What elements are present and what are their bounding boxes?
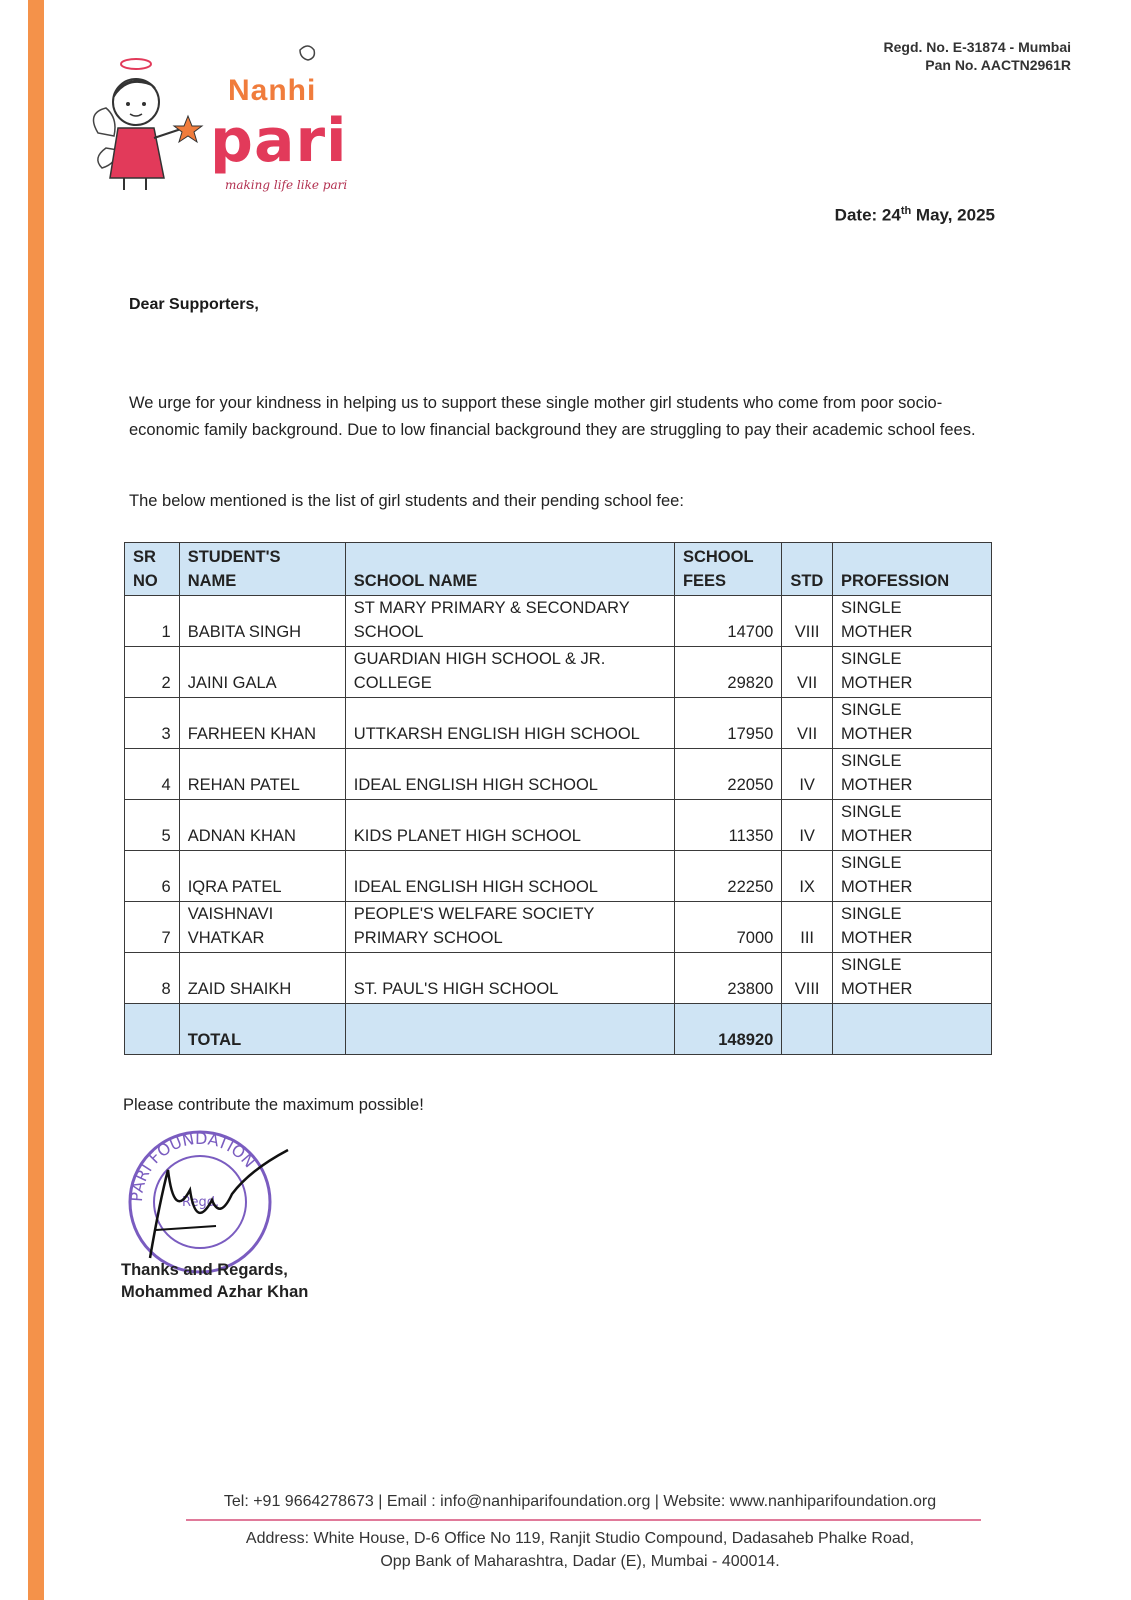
sr-no-cell: 4 — [125, 749, 180, 800]
sr-no-cell: 2 — [125, 647, 180, 698]
table-row — [125, 647, 992, 698]
svg-text:Regd.: Regd. — [182, 1195, 220, 1210]
brand-name-top: Nanhi — [228, 74, 317, 107]
std-cell: IV — [782, 749, 833, 800]
school-name-cell: UTTKARSH ENGLISH HIGH SCHOOL — [345, 698, 674, 749]
std-cell: IV — [782, 800, 833, 851]
registration-info — [884, 38, 1071, 74]
table-row — [125, 851, 992, 902]
school-name-cell: IDEAL ENGLISH HIGH SCHOOL — [345, 851, 674, 902]
header-student-name: STUDENT'S NAME — [179, 543, 345, 596]
total-school-cell — [345, 1004, 674, 1055]
student-name-cell: JAINI GALA — [179, 647, 345, 698]
header-std: STD — [782, 543, 833, 596]
brand-name-main: pari — [210, 106, 348, 176]
date-suffix: May, 2025 — [911, 205, 995, 225]
school-fees-cell: 14700 — [674, 596, 781, 647]
total-std-cell — [782, 1004, 833, 1055]
footer-address-line-2: Opp Bank of Maharashtra, Dadar (E), Mumbai - 400014. — [380, 1553, 780, 1570]
std-cell: III — [782, 902, 833, 953]
school-fees-cell: 29820 — [674, 647, 781, 698]
header-school-name: SCHOOL NAME — [345, 543, 674, 596]
sr-no-cell: 6 — [125, 851, 180, 902]
date-prefix: Date: 24 — [834, 205, 901, 225]
letter-date — [835, 205, 995, 226]
student-name-cell: VAISHNAVI VHATKAR — [179, 902, 345, 953]
sr-no-cell: 8 — [125, 953, 180, 1004]
school-name-cell: ST. PAUL'S HIGH SCHOOL — [345, 953, 674, 1004]
total-profession-cell — [832, 1004, 991, 1055]
school-name-cell: GUARDIAN HIGH SCHOOL & JR. COLLEGE — [345, 647, 674, 698]
profession-cell: SINGLE MOTHER — [832, 851, 991, 902]
profession-cell: SINGLE MOTHER — [832, 749, 991, 800]
pan-number: Pan No. AACTN2961R — [925, 57, 1071, 73]
sr-no-cell: 5 — [125, 800, 180, 851]
std-cell: VIII — [782, 596, 833, 647]
salutation: Dear Supporters, — [129, 296, 259, 313]
std-cell: IX — [782, 851, 833, 902]
table-row — [125, 749, 992, 800]
table-header-row — [125, 543, 992, 596]
appeal-paragraph: We urge for your kindness in helping us to support these single mother girl students who come from poor socio-economic family background. Due to low financial background they are struggling to pay their academic school fees. — [129, 394, 976, 439]
header-school-fees: SCHOOL FEES — [674, 543, 781, 596]
closing-line: Please contribute the maximum possible! — [123, 1096, 424, 1114]
table-row — [125, 902, 992, 953]
profession-cell: SINGLE MOTHER — [832, 902, 991, 953]
std-cell: VII — [782, 698, 833, 749]
profession-cell: SINGLE MOTHER — [832, 800, 991, 851]
school-name-cell: ST MARY PRIMARY & SECONDARY SCHOOL — [345, 596, 674, 647]
school-fees-cell: 17950 — [674, 698, 781, 749]
table-intro: The below mentioned is the list of girl students and their pending school fee: — [129, 492, 684, 510]
date-ordinal: th — [900, 205, 912, 217]
std-cell: VII — [782, 647, 833, 698]
nanhi-pari-logo — [88, 38, 358, 203]
total-sr-cell — [125, 1004, 180, 1055]
student-name-cell: FARHEEN KHAN — [179, 698, 345, 749]
std-cell: VIII — [782, 953, 833, 1004]
header-sr-no: SR NO — [125, 543, 180, 596]
table-row — [125, 800, 992, 851]
sr-no-cell: 3 — [125, 698, 180, 749]
regards-line: Thanks and Regards, — [121, 1261, 288, 1279]
student-fees-table — [124, 542, 992, 1055]
registration-number: Regd. No. E-31874 - Mumbai — [883, 39, 1071, 55]
school-fees-cell: 7000 — [674, 902, 781, 953]
footer-address-line-1: Address: White House, D-6 Office No 119, Ranjit Studio Compound, Dadasaheb Phalke Road, — [245, 1530, 915, 1547]
total-row — [125, 1004, 992, 1055]
footer-address — [180, 1527, 980, 1573]
student-name-cell: REHAN PATEL — [179, 749, 345, 800]
school-name-cell: IDEAL ENGLISH HIGH SCHOOL — [345, 749, 674, 800]
school-name-cell: KIDS PLANET HIGH SCHOOL — [345, 800, 674, 851]
sr-no-cell: 7 — [125, 902, 180, 953]
total-label: TOTAL — [179, 1004, 345, 1055]
school-name-cell: PEOPLE'S WELFARE SOCIETY PRIMARY SCHOOL — [345, 902, 674, 953]
student-name-cell: ZAID SHAIKH — [179, 953, 345, 1004]
header-profession: PROFESSION — [832, 543, 991, 596]
table-row — [125, 698, 992, 749]
student-name-cell: BABITA SINGH — [179, 596, 345, 647]
table-row — [125, 596, 992, 647]
school-fees-cell: 22250 — [674, 851, 781, 902]
school-fees-cell: 23800 — [674, 953, 781, 1004]
footer-contact: Tel: +91 9664278673 | Email : info@nanhiparifoundation.org | Website: www.nanhiparifoundation.org — [223, 1493, 937, 1510]
footer-divider — [186, 1519, 981, 1521]
student-name-cell: ADNAN KHAN — [179, 800, 345, 851]
signer-name: Mohammed Azhar Khan — [121, 1283, 309, 1301]
school-fees-cell: 11350 — [674, 800, 781, 851]
total-value: 148920 — [674, 1004, 781, 1055]
profession-cell: SINGLE MOTHER — [832, 596, 991, 647]
brand-tagline: making life like pari — [225, 178, 348, 192]
table-row — [125, 953, 992, 1004]
profession-cell: SINGLE MOTHER — [832, 953, 991, 1004]
side-accent-bar — [28, 0, 44, 1600]
profession-cell: SINGLE MOTHER — [832, 647, 991, 698]
sr-no-cell: 1 — [125, 596, 180, 647]
profession-cell: SINGLE MOTHER — [832, 698, 991, 749]
student-name-cell: IQRA PATEL — [179, 851, 345, 902]
svg-text:PARI FOUNDATION: PARI FOUNDATION — [126, 1130, 260, 1203]
school-fees-cell: 22050 — [674, 749, 781, 800]
